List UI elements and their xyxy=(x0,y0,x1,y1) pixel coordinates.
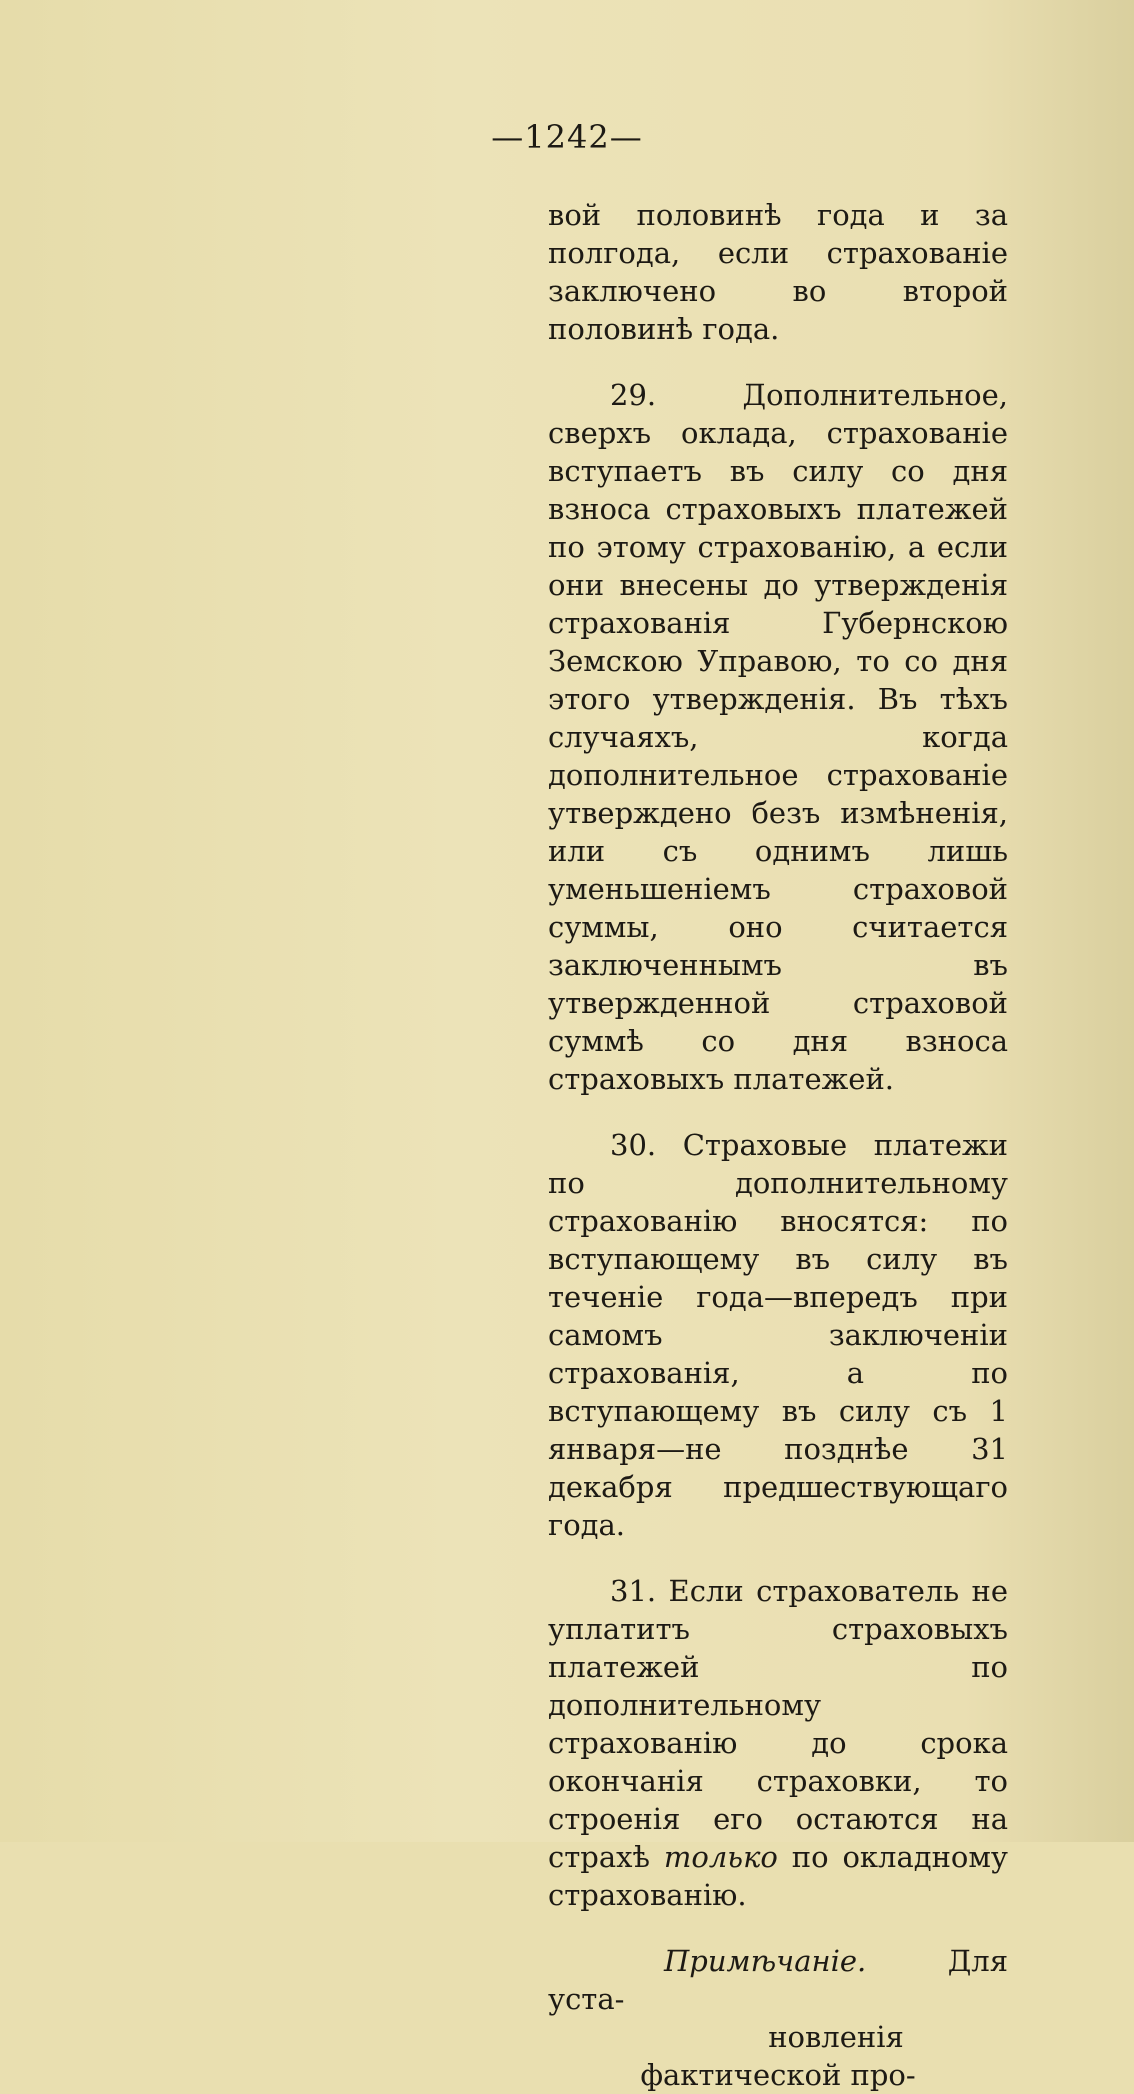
note-label: Примѣчаніе. xyxy=(664,1944,867,1978)
emphasis-word: только xyxy=(663,1840,778,1874)
section-text: Дополнительное, сверхъ оклада, страхованіе вступаетъ въ силу со дня взноса страховыхъ платежей по этому страхованію, а если они внесены до утвержденія страхованія Губернскою Земскою Управою, то со дня этого утвержденія. Въ тѣхъ случаяхъ, когда дополнительное страхованіе утверждено безъ измѣненія, или съ однимъ лишь уменьшеніемъ страховой суммы, оно считается заключеннымъ въ утвержденной страховой суммѣ со дня взноса страховыхъ платежей. xyxy=(548,378,1008,1096)
carry-over-paragraph: вой половинѣ года и за полгода, если страхованіе заключено во второй половинѣ года. xyxy=(548,198,1008,346)
note-text: Для уста- xyxy=(548,1944,1008,2016)
text-column xyxy=(548,196,1008,2094)
section-29 xyxy=(548,376,1008,1098)
section-text: Страховые платежи по дополнительному страхованію вносятся: по вступающему въ силу въ теченіе года—впередъ при самомъ заключеніи страхованія, а по вступающему въ силу съ 1 января—не позднѣе 31 декабря предшествующаго года. xyxy=(548,1128,1008,1542)
note-text-continued: новленія фактической про- xyxy=(640,2020,916,2092)
section-number: 29. xyxy=(610,378,657,412)
section-text-tail: по окладному страхованію. xyxy=(548,1840,1008,1912)
section-number: 31. xyxy=(610,1574,657,1608)
section-number: 30. xyxy=(610,1128,657,1162)
section-text: Если страхователь не уплатитъ страховыхъ платежей по дополнительному страхованію до срока окончанія страховки, то строенія его остаются на страхѣ xyxy=(548,1574,1009,1874)
section-30 xyxy=(548,1126,1008,1544)
page-number: —1242— xyxy=(491,118,643,156)
section-31 xyxy=(548,1572,1008,1914)
note-paragraph xyxy=(548,1942,1008,2094)
